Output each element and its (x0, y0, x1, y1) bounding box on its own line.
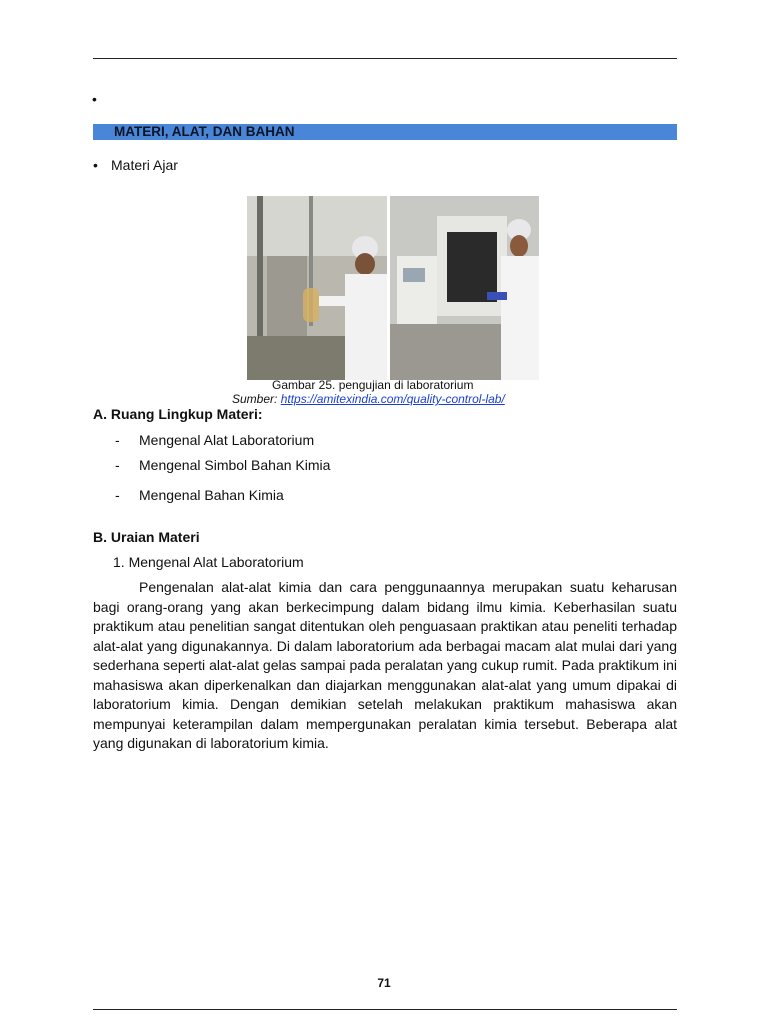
section-title: MATERI, ALAT, DAN BAHAN (114, 124, 295, 139)
figure-source (232, 392, 505, 406)
section-a-heading: A. Ruang Lingkup Materi: (93, 406, 263, 422)
scope-item-label: Mengenal Bahan Kimia (139, 487, 284, 503)
bullet-label: Materi Ajar (111, 157, 178, 173)
scope-item (115, 431, 314, 449)
dash-marker: - (115, 457, 120, 473)
empty-bullet: • (92, 91, 97, 107)
bullet-materi-ajar (93, 156, 178, 174)
top-rule (93, 58, 677, 59)
subsection-title: 1. Mengenal Alat Laboratorium (113, 554, 304, 570)
scope-item (115, 456, 330, 474)
lab-photo-illustration (247, 196, 539, 380)
source-link[interactable]: https://amitexindia.com/quality-control-lab/ (280, 392, 505, 406)
scope-item-label: Mengenal Simbol Bahan Kimia (139, 457, 331, 473)
source-label: Sumber: (232, 392, 278, 406)
dash-marker: - (115, 432, 120, 448)
scope-item-label: Mengenal Alat Laboratorium (139, 432, 315, 448)
page-number: 71 (377, 976, 391, 990)
section-b-heading: B. Uraian Materi (93, 529, 200, 545)
section-title-bar (93, 124, 677, 140)
bottom-rule (93, 1009, 677, 1010)
dash-marker: - (115, 487, 120, 503)
figure-caption: Gambar 25. pengujian di laboratorium (272, 378, 474, 392)
scope-item (115, 486, 284, 504)
bullet-dot: • (93, 157, 98, 173)
lab-photo (247, 196, 539, 380)
body-paragraph: Pengenalan alat-alat kimia dan cara penggunaannya merupakan suatu keharusan bagi orang-orang yang akan berkecimpung dalam bidang ilmu kimia. Keberhasilan suatu praktikum atau penelitian sangat ditentukan oleh penguasaan praktikan atau peneliti terhadap alat-alat yang digunakannya. Di dalam laboratorium ada berbagai macam alat mulai dari yang sederhana seperti alat-alat gelas sampai pada peralatan yang cukup rumit. Pada praktikum ini mahasiswa akan diperkenalkan dan diajarkan menggunakan alat-alat yang umum dipakai di laboratorium kimia. Dengan demikian setelah melakukan praktikum mahasiswa akan mempunyai keterampilan dalam mempergunakan peralatan kimia tersebut. Beberapa alat yang digunakan di laboratorium kimia. (93, 579, 677, 751)
